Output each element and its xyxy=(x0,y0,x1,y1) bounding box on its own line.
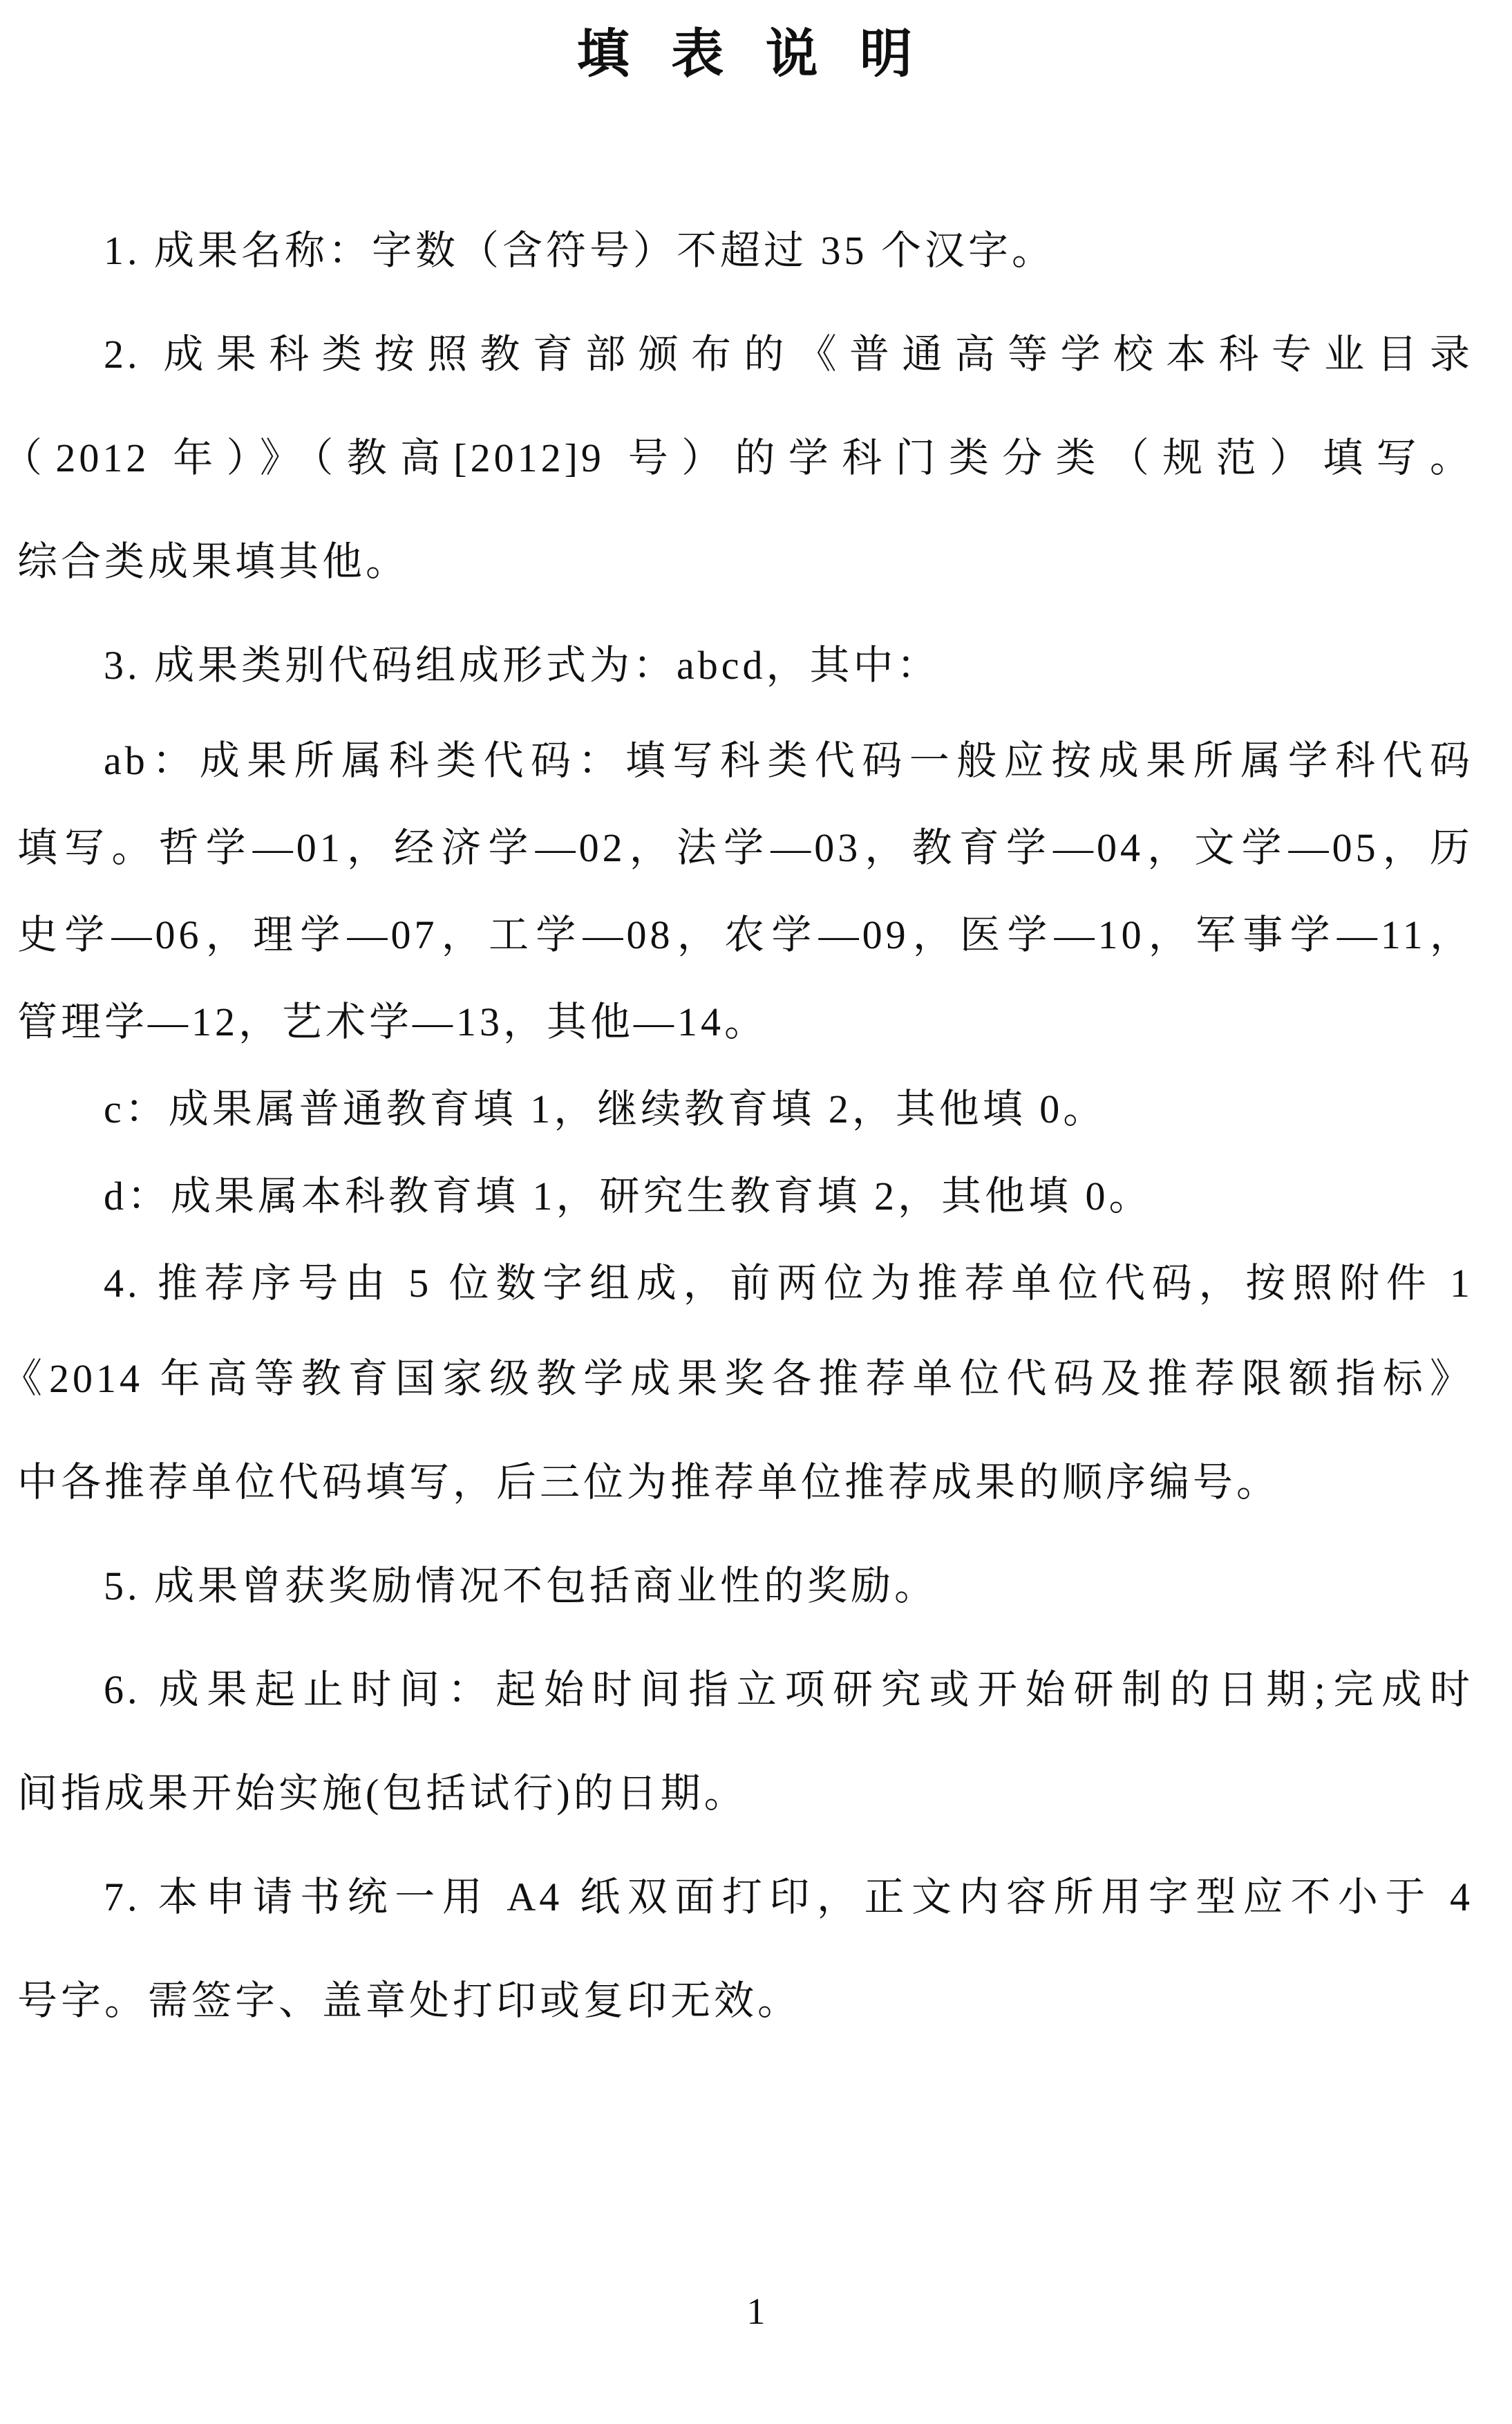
doc-line-19: 号字。需签字、盖章处打印或复印无效。 xyxy=(17,1978,802,2023)
doc-line-2: 2. 成果科类按照教育部颁布的《普通高等学校本科专业目录 xyxy=(104,332,1473,377)
doc-line-12: 4. 推荐序号由 5 位数字组成，前两位为推荐单位代码，按照附件 1 xyxy=(104,1261,1473,1306)
doc-line-17: 间指成果开始实施(包括试行)的日期。 xyxy=(17,1771,748,1816)
doc-line-3: （2012 年）》（教高[2012]9 号）的学科门类分类（规范）填写。 xyxy=(2,435,1473,480)
doc-line-9: 管理学—12，艺术学—13，其他—14。 xyxy=(17,999,768,1044)
doc-line-8: 史学—06，理学—07，工学—08，农学—09，医学—10，军事学—11， xyxy=(17,912,1473,957)
doc-line-16: 6. 成果起止时间：起始时间指立项研究或开始研制的日期;完成时 xyxy=(104,1667,1473,1712)
doc-line-1: 1. 成果名称：字数（含符号）不超过 35 个汉字。 xyxy=(104,228,1056,273)
page-content xyxy=(2,0,1473,2053)
doc-line-13: 《2014 年高等教育国家级教学成果奖各推荐单位代码及推荐限额指标》 xyxy=(2,1356,1473,1401)
doc-line-4: 综合类成果填其他。 xyxy=(17,539,410,584)
page-title: 填 表 说 明 xyxy=(576,23,914,84)
doc-line-15: 5. 成果曾获奖励情况不包括商业性的奖励。 xyxy=(104,1563,938,1608)
doc-line-5: 3. 成果类别代码组成形式为：abcd，其中： xyxy=(104,643,941,688)
doc-line-10: c：成果属普通教育填 1，继续教育填 2，其他填 0。 xyxy=(104,1087,1107,1131)
doc-line-7: 填写。哲学—01，经济学—02，法学—03，教育学—04，文学—05，历 xyxy=(17,825,1473,870)
doc-line-18: 7. 本申请书统一用 A4 纸双面打印，正文内容所用字型应不小于 4 xyxy=(104,1875,1473,1919)
doc-line-14: 中各推荐单位代码填写，后三位为推荐单位推荐成果的顺序编号。 xyxy=(17,1460,1281,1505)
doc-line-6: ab：成果所属科类代码：填写科类代码一般应按成果所属学科代码 xyxy=(104,738,1473,783)
page-number: 1 xyxy=(746,2291,766,2332)
document-body xyxy=(2,199,1473,2053)
doc-line-11: d：成果属本科教育填 1，研究生教育填 2，其他填 0。 xyxy=(104,1174,1153,1219)
